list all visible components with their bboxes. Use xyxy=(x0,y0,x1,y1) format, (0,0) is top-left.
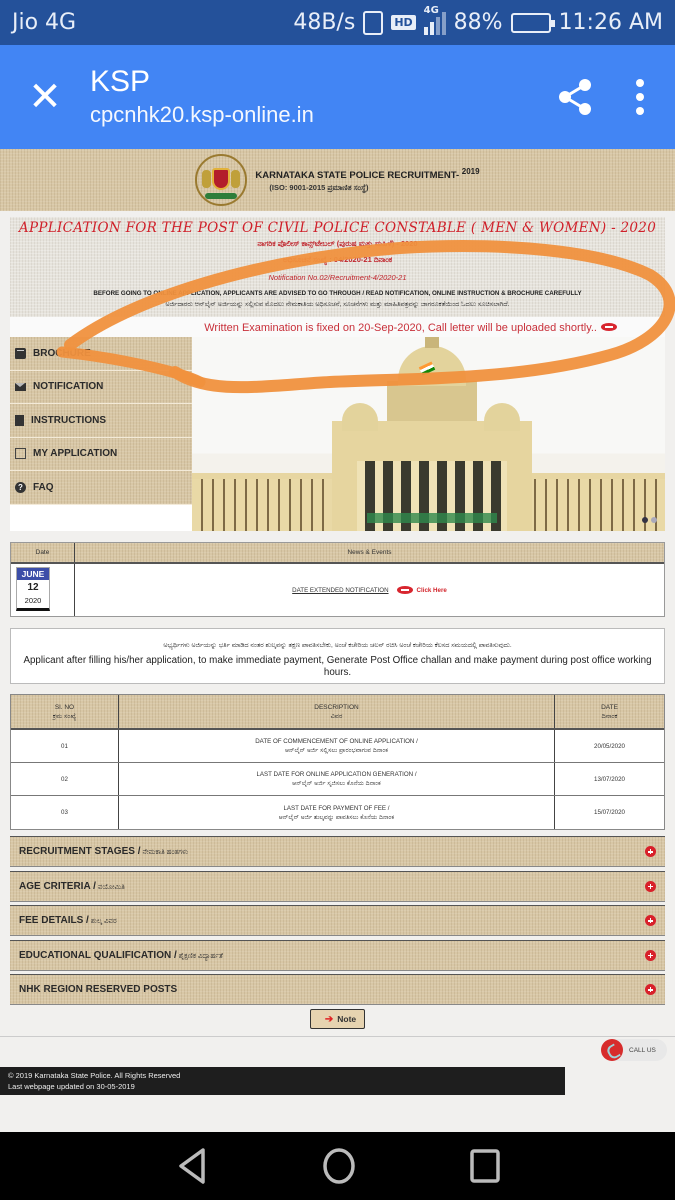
recents-icon[interactable] xyxy=(469,1146,501,1186)
application-title-kannada: ನಾಗರಿಕ ಪೊಲೀಸ್ ಕಾನ್ಸ್‌ಟೇಬಲ್ (ಪುರುಷ ಮತ್ತು ಮಹಿಳೆ) - 2020 xyxy=(257,239,418,248)
browser-toolbar xyxy=(0,45,675,149)
accordion-age-criteria[interactable]: AGE CRITERIA / ವಯೋಮಿತಿ xyxy=(10,871,665,902)
iso-certification: (ISO: 9001-2015 ಪ್ರಮಾಣಿತ ಸಂಸ್ಥೆ) xyxy=(269,183,369,193)
accordion-educational-qualification[interactable]: EDUCATIONAL QUALIFICATION / ಶೈಕ್ಷಣಿಕ ವಿದ್ಯಾರ್ಹತೆ xyxy=(10,940,665,971)
url-text[interactable]: cpcnhk20.ksp-online.in xyxy=(90,102,314,127)
plus-circle-icon[interactable] xyxy=(645,881,656,892)
table-row: 02 LAST DATE FOR ONLINE APPLICATION GENERATION / ಆನ್‌ಲೈನ್ ಅರ್ಜಿ ಸೃಜಿಸಲು ಕೊನೆಯ ದಿನಾಂಕ 13/07/2020 xyxy=(11,763,664,796)
battery-icon xyxy=(511,13,551,33)
vidhana-soudha-image xyxy=(192,337,665,531)
sidebar-item-my-application[interactable]: MY APPLICATION xyxy=(10,438,192,472)
sidebar-item-notification[interactable]: NOTIFICATION xyxy=(10,371,192,405)
last-updated-text: Last webpage updated on 30-05-2019 xyxy=(8,1082,135,1091)
slider-dots[interactable] xyxy=(642,517,657,523)
hero-section xyxy=(10,337,665,531)
news-row xyxy=(11,564,664,616)
phone-icon xyxy=(601,1039,623,1061)
divider xyxy=(0,1036,675,1037)
sidebar-item-instructions[interactable]: INSTRUCTIONS xyxy=(10,404,192,438)
plus-circle-icon[interactable] xyxy=(645,950,656,961)
info-accordion xyxy=(10,836,665,1005)
net-speed: 48B/s xyxy=(293,10,356,35)
dates-table-header: Sl. NO ಕ್ರಮ ಸಂಖ್ಯೆ DESCRIPTION ವಿವರ DATE ದಿನಾಂಕ xyxy=(11,695,664,730)
file-icon xyxy=(15,415,24,426)
plus-circle-icon[interactable] xyxy=(645,984,656,995)
clock: 11:26 AM xyxy=(558,10,663,35)
advice-text: BEFORE GOING TO ONLINE APPLICATION, APPLICANTS ARE ADVISED TO GO THROUGH / READ NOTIFICATION, ONLINE INSTRUCTION & BROCHURE CAREFULLY xyxy=(93,290,582,297)
application-banner xyxy=(10,217,665,317)
share-icon[interactable] xyxy=(545,78,605,116)
book-icon xyxy=(15,348,26,359)
payment-info-english: Applicant after filling his/her application, to make immediate payment, Generate Post Office challan and make payment during post office working hours. xyxy=(23,655,652,678)
accordion-recruitment-stages[interactable]: RECRUITMENT STAGES / ನೇಮಕಾತಿ ಹಂತಗಳು xyxy=(10,836,665,867)
arrow-right-icon: ➔ xyxy=(324,1013,334,1025)
edit-icon xyxy=(15,448,26,459)
table-row: 03 LAST DATE FOR PAYMENT OF FEE / ಆನ್‌ಲೈನ್ ಅರ್ಜಿ ಶುಲ್ಕವನ್ನು ಪಾವತಿಸಲು ಕೊನೆಯ ದಿನಾಂಕ 15/07/2020 xyxy=(11,796,664,829)
notification-number: Notification No.02/Recruitment-4/2020-21 xyxy=(268,273,407,282)
application-title: APPLICATION FOR THE POST OF CIVIL POLICE CONSTABLE ( MEN & WOMEN) - 2020 xyxy=(18,220,657,236)
sidebar-nav xyxy=(10,337,192,531)
ksp-emblem-icon xyxy=(195,154,247,206)
news-table-header: Date News & Events xyxy=(11,543,664,564)
payment-info-box xyxy=(10,628,665,684)
more-vert-icon[interactable] xyxy=(605,79,675,115)
question-circle-icon: ? xyxy=(15,482,26,493)
new-badge-icon xyxy=(397,586,413,594)
envelope-icon xyxy=(15,383,26,391)
important-dates-table xyxy=(10,694,665,830)
hd-voice-icon: HD xyxy=(391,15,415,30)
sidebar-item-brochure[interactable]: BROCHURE xyxy=(10,337,192,371)
table-row: 01 DATE OF COMMENCEMENT OF ONLINE APPLICATION / ಆನ್‌ಲೈನ್ ಅರ್ಜಿ ಸಲ್ಲಿಸಲು ಪ್ರಾರಂಭವಾಗುವ ದಿನಾಂಕ 20/05/2020 xyxy=(11,730,664,763)
site-name: KARNATAKA STATE POLICE RECRUITMENT- $^{2019}$ xyxy=(255,166,480,182)
carrier-name: Jio 4G xyxy=(12,10,77,35)
vibrate-icon xyxy=(363,11,383,35)
exam-notice-marquee xyxy=(10,317,665,337)
battery-percent: 88% xyxy=(453,10,503,35)
signal-icon: 4G xyxy=(424,11,446,35)
android-nav-bar xyxy=(0,1132,675,1200)
note-button[interactable]: ➔ Note xyxy=(310,1009,365,1029)
status-bar xyxy=(0,0,675,45)
accordion-nhk-region-reserved-posts[interactable]: NHK REGION RESERVED POSTS xyxy=(10,974,665,1005)
payment-info-kannada: ಅಭ್ಯರ್ಥಿಗಳು ಅರ್ಜಿಯನ್ನು ಭರ್ತಿ ಮಾಡಿದ ನಂತರ ಶುಲ್ಕವನ್ನು ತಕ್ಷಣ ಪಾವತಿಸಬೇಕು, ಅಂಚೆ ಕಚೇರಿಯ ಚಲನ್ ರಚಿಸಿ ಅಂಚೆ ಕಚೇರಿಯ ಕೆಲಸದ ಸಮಯದಲ್ಲಿ ಪಾವತಿಸುವುದು. xyxy=(163,642,512,649)
new-badge-icon xyxy=(601,323,617,331)
date-extended-notification-link[interactable]: DATE EXTENDED NOTIFICATION xyxy=(292,586,389,594)
home-icon[interactable] xyxy=(321,1146,357,1186)
advice-text-kannada: ಅರ್ಜಿದಾರರು ಆನ್‌ಲೈನ್ ಅರ್ಜಿಯನ್ನು ಸಲ್ಲಿಸುವ ಮೊದಲು ನೇಮಕಾತಿಯ ಅಧಿಸೂಚನೆ, ಸೂಚನೆಗಳು ಮತ್ತು ಮಾಹಿತಿಪತ್ರವನ್ನು ಜಾಗರೂಕತೆಯಿಂದ ಓದಲು ಸೂಚಿಸಲಾಗಿದೆ. xyxy=(165,301,510,308)
plus-circle-icon[interactable] xyxy=(645,846,656,857)
site-header xyxy=(0,149,675,211)
footer xyxy=(0,1067,565,1095)
plus-circle-icon[interactable] xyxy=(645,915,656,926)
web-page xyxy=(0,149,675,1132)
call-us-button[interactable]: CALL US xyxy=(605,1039,667,1061)
back-icon[interactable] xyxy=(175,1146,209,1186)
calendar-date-badge: JUNE 12 2020 xyxy=(16,567,50,611)
sidebar-item-faq[interactable]: ? FAQ xyxy=(10,471,192,505)
close-icon[interactable]: ✕ xyxy=(28,74,62,120)
copyright-text: © 2019 Karnataka State Police. All Rights Reserved xyxy=(8,1071,181,1080)
page-title: KSP xyxy=(90,65,151,98)
news-events-table xyxy=(10,542,665,617)
click-here-link[interactable]: Click Here xyxy=(416,586,447,594)
accordion-fee-details[interactable]: FEE DETAILS / ಶುಲ್ಕ ವಿವರ xyxy=(10,905,665,936)
notification-number-kannada: ಅಧಿಸೂಚನೆ ಸಂಖ್ಯೆ : 04/2020-21 ದಿನಾಂಕ xyxy=(282,255,393,264)
exam-notice[interactable]: Written Examination is fixed on 20-Sep-2020, Call letter will be uploaded shortly.. xyxy=(204,322,597,334)
